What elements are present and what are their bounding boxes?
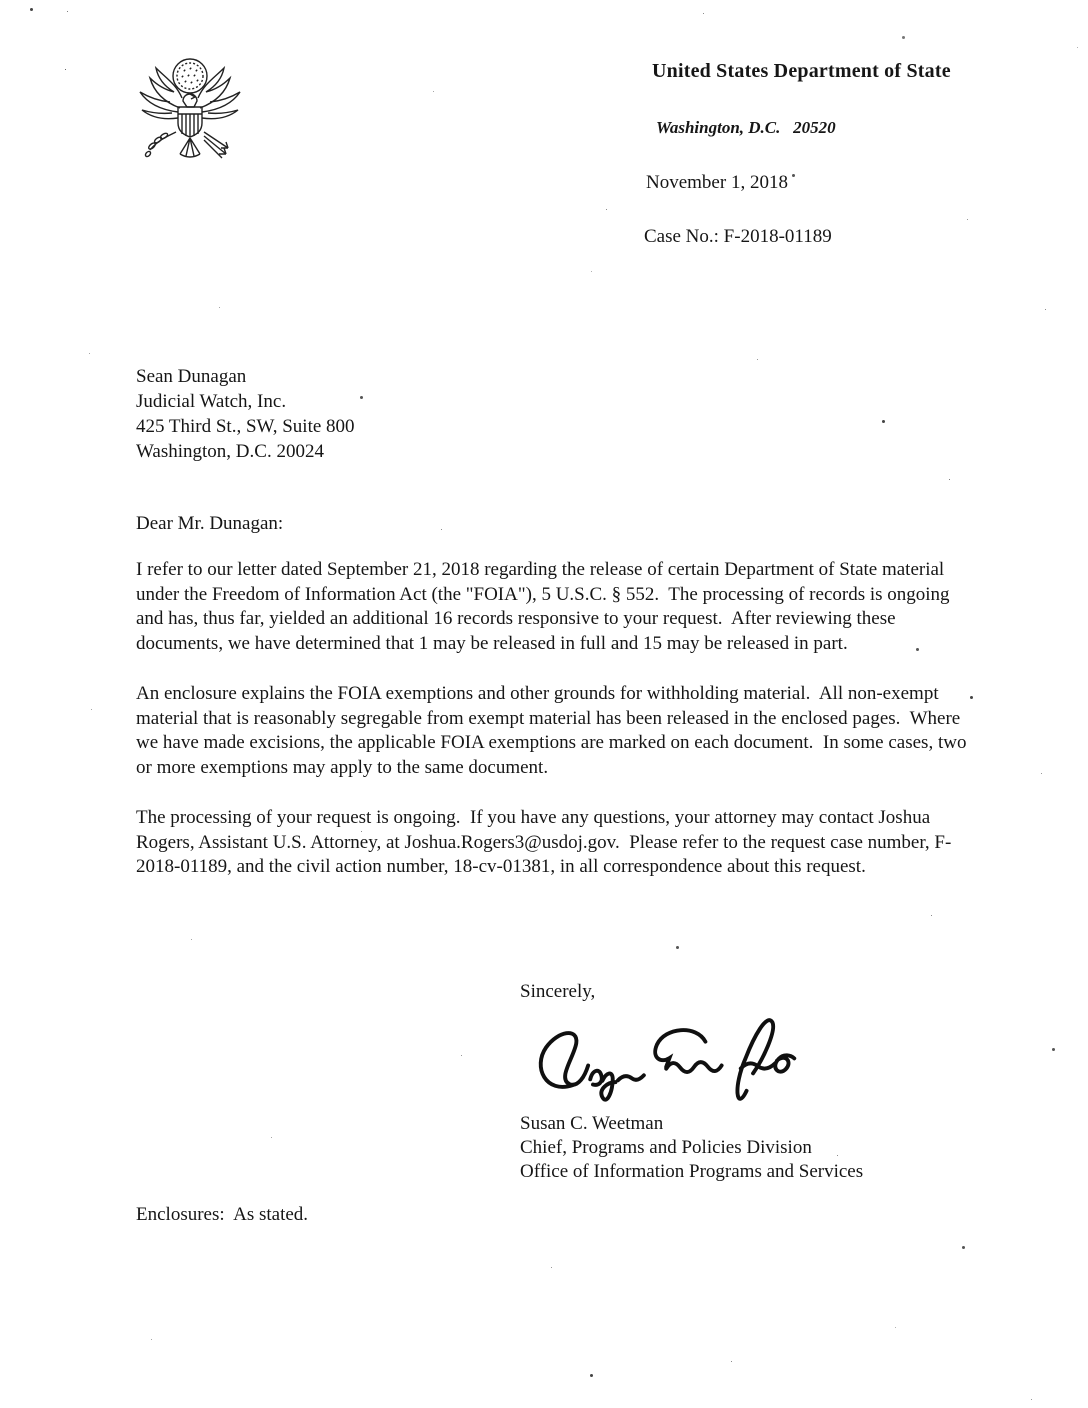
agency-location: Washington, D.C. 20520	[656, 118, 836, 137]
paragraph-1: I refer to our letter dated September 21, 2018 regarding the release of certain Department of State material under the Freedom of Information Act (the "FOIA"), 5 U.S.C. § 552. The processing of records is ongoing and has, thus far, yielded an additional 16 records responsive to your request. After reviewing these documents, we have determined that 1 may be released in full and 15 may be released in part.	[136, 559, 955, 654]
recipient-address	[136, 364, 355, 464]
signer-office: Office of Information Programs and Services	[520, 1161, 864, 1182]
salutation: Dear Mr. Dunagan:	[136, 513, 284, 534]
paragraph-2: An enclosure explains the FOIA exemptions and other grounds for withholding material. All non-exempt material that is reasonably segregable from exempt material has been released in the enclosed pages. Where we have made excisions, the applicable FOIA exemptions are marked on each document. In some cases, two or more exemptions may apply to the same document.	[136, 683, 972, 778]
signer-block	[520, 1112, 863, 1184]
valediction: Sincerely,	[520, 981, 596, 1002]
handwritten-signature	[505, 1004, 828, 1116]
paragraph-3: The processing of your request is ongoing. If you have any questions, your attorney may contact Joshua Rogers, Assistant U.S. Attorney, at Joshua.Rogers3@usdoj.gov. Please refer to the request case number, F-2018-01189, and the civil action number, 18-cv-01381, in all correspondence about this request.	[136, 807, 952, 877]
case-number: Case No.: F-2018-01189	[644, 226, 832, 247]
scan-noise	[30, 8, 33, 11]
recipient-street: 425 Third St., SW, Suite 800	[136, 416, 355, 437]
recipient-name: Sean Dunagan	[136, 366, 247, 387]
recipient-city: Washington, D.C. 20024	[136, 441, 324, 462]
signer-name: Susan C. Weetman	[520, 1113, 664, 1134]
signer-title: Chief, Programs and Policies Division	[520, 1137, 812, 1158]
eagle-seal-drawing	[128, 52, 252, 180]
letter-body	[136, 558, 981, 906]
closing-block	[520, 980, 863, 1184]
enclosures-note: Enclosures: As stated.	[136, 1204, 309, 1225]
letter-date: November 1, 2018	[646, 172, 788, 193]
great-seal-icon	[128, 52, 252, 180]
agency-title: United States Department of State	[652, 60, 951, 82]
recipient-org: Judicial Watch, Inc.	[136, 391, 287, 412]
